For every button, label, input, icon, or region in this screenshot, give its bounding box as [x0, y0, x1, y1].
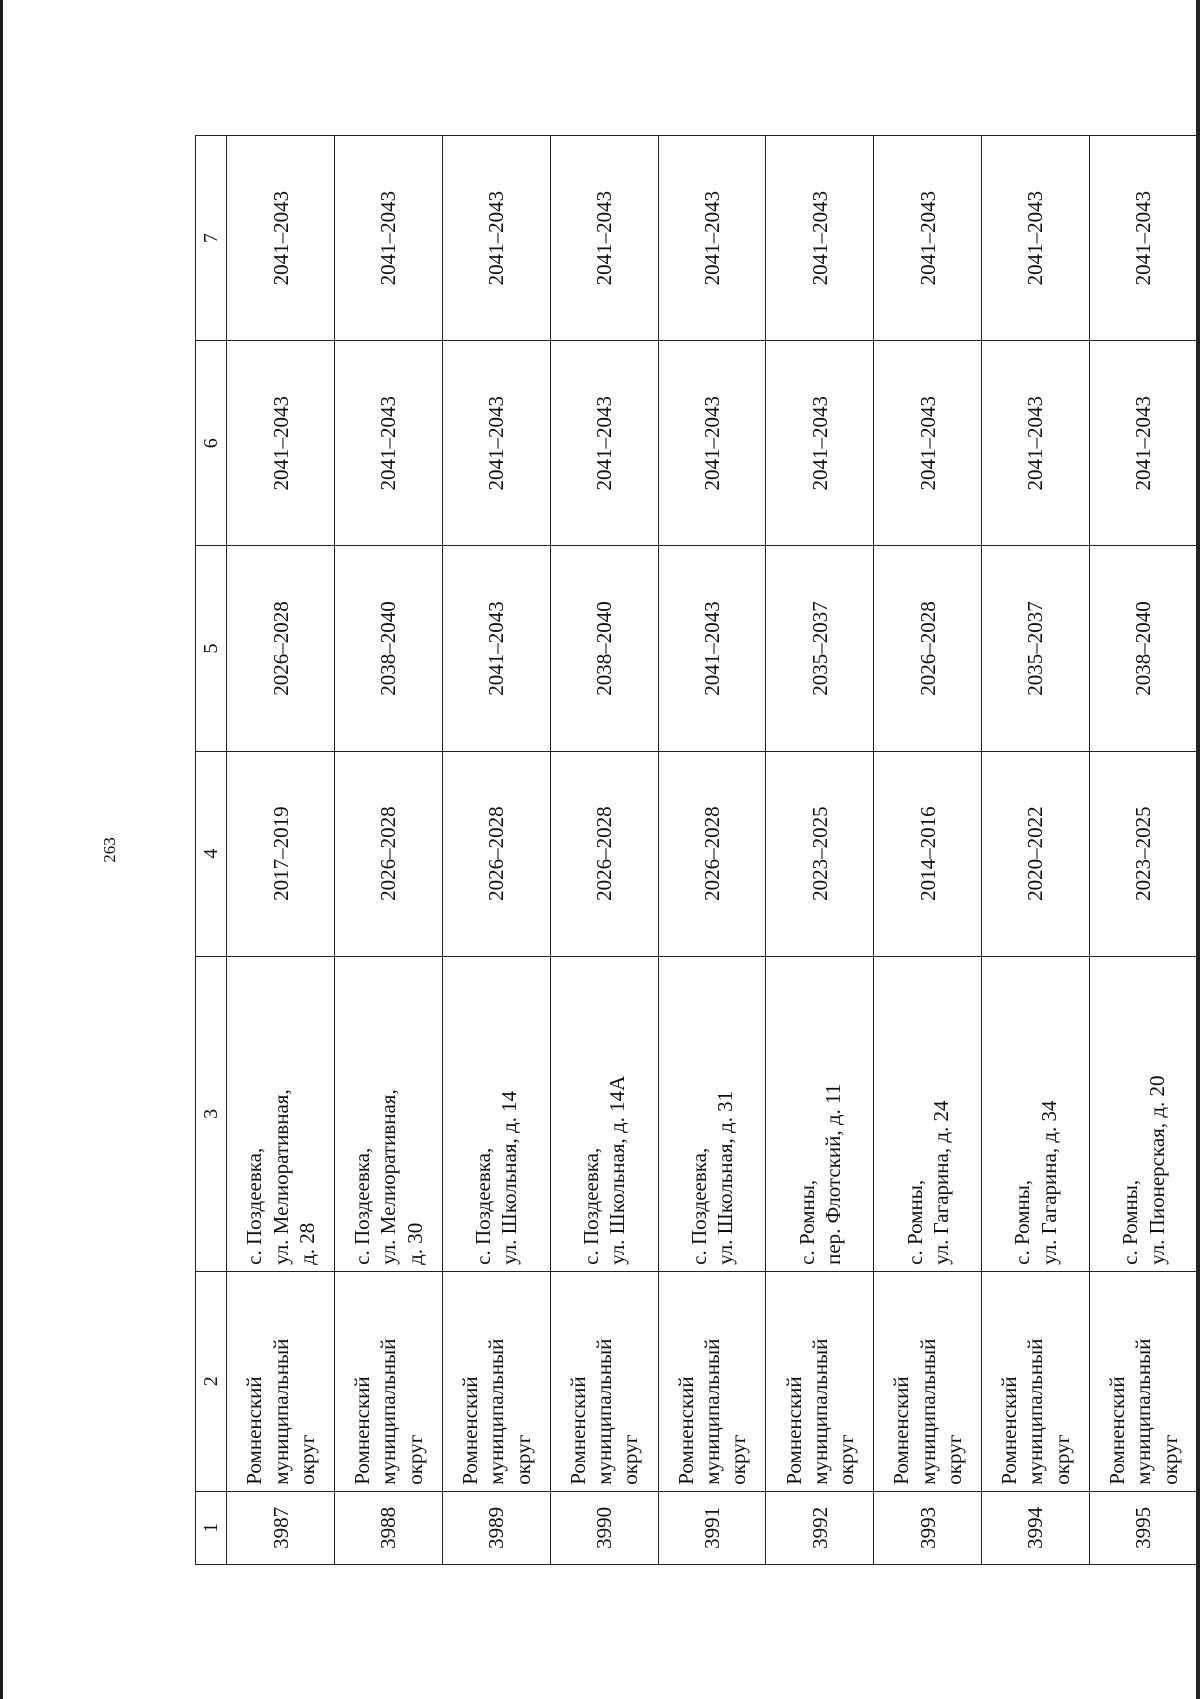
- period-cell-c4: 2023–2025: [766, 751, 874, 956]
- district-line: муниципальный: [699, 1338, 724, 1485]
- period-cell-c6: 2041–2043: [335, 341, 443, 546]
- period-cell-c5: 2041–2043: [658, 546, 766, 751]
- period-cell-c6: 2041–2043: [766, 341, 874, 546]
- period-cell-c4: 2026–2028: [442, 751, 550, 956]
- address-cell: [550, 956, 658, 1271]
- column-header: 7: [196, 136, 227, 341]
- district-line: муниципальный: [484, 1338, 509, 1485]
- scan-edge-left: [0, 0, 3, 1699]
- period-cell-c7: 2041–2043: [874, 136, 982, 341]
- period-cell-c4: 2026–2028: [335, 751, 443, 956]
- address-line: ул. Мелиоративная,: [376, 1089, 401, 1265]
- period-cell-c4: 2023–2025: [1090, 751, 1198, 956]
- data-table: [195, 135, 1198, 1565]
- column-header: 2: [196, 1271, 227, 1491]
- district-cell: [227, 1271, 335, 1491]
- period-cell-c7: 2041–2043: [442, 136, 550, 341]
- address-cell: [1090, 956, 1198, 1271]
- district-cell: [335, 1271, 443, 1491]
- period-cell-c7: 2041–2043: [1090, 136, 1198, 341]
- address-cell: [658, 956, 766, 1271]
- column-header: 5: [196, 546, 227, 751]
- address-cell: [982, 956, 1090, 1271]
- district-line: муниципальный: [807, 1338, 832, 1485]
- address-line: ул. Школьная, д. 31: [713, 1090, 738, 1265]
- period-cell-c4: 2026–2028: [658, 751, 766, 956]
- row-number-cell: 3991: [658, 1491, 766, 1564]
- district-line: округ: [834, 1434, 859, 1485]
- district-cell: [1090, 1271, 1198, 1491]
- row-number-cell: 3992: [766, 1491, 874, 1564]
- address-line: с. Поздеевка,: [471, 1147, 496, 1265]
- period-cell-c5: 2038–2040: [1090, 546, 1198, 751]
- district-line: Ромненский: [781, 1376, 806, 1485]
- table-row: [1090, 136, 1198, 1565]
- address-line: с. Ромны,: [1010, 1179, 1035, 1265]
- address-line: с. Поздеевка,: [350, 1147, 375, 1265]
- period-cell-c4: 2020–2022: [982, 751, 1090, 956]
- address-line: д. 30: [402, 1222, 427, 1265]
- row-number-cell: 3990: [550, 1491, 658, 1564]
- district-line: округ: [402, 1434, 427, 1485]
- period-cell-c5: 2026–2028: [227, 546, 335, 751]
- period-cell-c7: 2041–2043: [766, 136, 874, 341]
- period-cell-c6: 2041–2043: [1090, 341, 1198, 546]
- district-line: Ромненский: [458, 1376, 482, 1485]
- address-line: ул. Школьная, д. 14А: [605, 1075, 630, 1265]
- row-number-cell: 3989: [442, 1491, 550, 1564]
- district-line: округ: [510, 1434, 535, 1485]
- column-header: 4: [196, 751, 227, 956]
- column-header: 1: [196, 1491, 227, 1564]
- district-line: округ: [1157, 1434, 1182, 1485]
- column-header: 3: [196, 956, 227, 1271]
- table-row: [982, 136, 1090, 1565]
- district-cell: [874, 1271, 982, 1491]
- district-line: муниципальный: [376, 1338, 401, 1485]
- period-cell-c6: 2041–2043: [442, 341, 550, 546]
- address-cell: [442, 956, 550, 1271]
- table-row: [550, 136, 658, 1565]
- district-line: Ромненский: [242, 1376, 267, 1485]
- period-cell-c7: 2041–2043: [658, 136, 766, 341]
- address-line: ул. Гагарина, д. 34: [1036, 1100, 1061, 1265]
- row-number-cell: 3995: [1090, 1491, 1198, 1564]
- period-cell-c7: 2041–2043: [335, 136, 443, 341]
- district-cell: [982, 1271, 1090, 1491]
- period-cell-c4: 2017–2019: [227, 751, 335, 956]
- period-cell-c4: 2026–2028: [550, 751, 658, 956]
- district-line: муниципальный: [268, 1338, 293, 1485]
- address-line: ул. Гагарина, д. 24: [928, 1100, 953, 1265]
- district-line: округ: [618, 1434, 643, 1485]
- table-row: [442, 136, 550, 1565]
- table-row: [658, 136, 766, 1565]
- row-number-cell: 3994: [982, 1491, 1090, 1564]
- district-line: Ромненский: [889, 1376, 914, 1485]
- address-line: ул. Школьная, д. 14: [497, 1090, 522, 1265]
- district-line: Ромненский: [997, 1376, 1022, 1485]
- address-line: ул. Пионерская, д. 20: [1144, 1075, 1169, 1265]
- address-cell: [335, 956, 443, 1271]
- district-line: муниципальный: [915, 1338, 940, 1485]
- district-cell: [658, 1271, 766, 1491]
- address-line: с. Ромны,: [1118, 1179, 1143, 1265]
- period-cell-c5: 2035–2037: [766, 546, 874, 751]
- district-line: муниципальный: [592, 1338, 617, 1485]
- period-cell-c5: 2041–2043: [442, 546, 550, 751]
- address-line: с. Поздеевка,: [686, 1147, 711, 1265]
- period-cell-c4: 2014–2016: [874, 751, 982, 956]
- header-row: [196, 136, 227, 1565]
- address-line: пер. Флотский, д. 11: [820, 1083, 845, 1265]
- address-line: д. 28: [294, 1222, 319, 1265]
- district-line: Ромненский: [673, 1376, 698, 1485]
- district-line: округ: [1049, 1434, 1074, 1485]
- period-cell-c5: 2035–2037: [982, 546, 1090, 751]
- period-cell-c7: 2041–2043: [227, 136, 335, 341]
- district-line: Ромненский: [1105, 1376, 1130, 1485]
- table-row: [227, 136, 335, 1565]
- district-line: Ромненский: [565, 1376, 590, 1485]
- district-cell: [766, 1271, 874, 1491]
- period-cell-c6: 2041–2043: [550, 341, 658, 546]
- column-header: 6: [196, 341, 227, 546]
- address-cell: [874, 956, 982, 1271]
- row-number-cell: 3987: [227, 1491, 335, 1564]
- address-line: с. Ромны,: [794, 1179, 819, 1265]
- district-line: Ромненский: [350, 1376, 375, 1485]
- period-cell-c6: 2041–2043: [658, 341, 766, 546]
- district-line: муниципальный: [1023, 1338, 1048, 1485]
- address-line: с. Поздеевка,: [242, 1147, 267, 1265]
- district-line: округ: [294, 1434, 319, 1485]
- address-line: с. Поздеевка,: [578, 1147, 603, 1265]
- period-cell-c5: 2038–2040: [550, 546, 658, 751]
- period-cell-c7: 2041–2043: [550, 136, 658, 341]
- period-cell-c5: 2026–2028: [874, 546, 982, 751]
- table-container: [195, 135, 1198, 1565]
- district-line: округ: [726, 1434, 751, 1485]
- table-body: [196, 136, 1198, 1565]
- period-cell-c6: 2041–2043: [982, 341, 1090, 546]
- period-cell-c5: 2038–2040: [335, 546, 443, 751]
- row-number-cell: 3993: [874, 1491, 982, 1564]
- address-line: ул. Мелиоративная,: [268, 1089, 293, 1265]
- table-row: [874, 136, 982, 1565]
- district-cell: [442, 1271, 550, 1491]
- address-cell: [227, 956, 335, 1271]
- period-cell-c7: 2041–2043: [982, 136, 1090, 341]
- district-line: муниципальный: [1131, 1338, 1156, 1485]
- district-line: округ: [941, 1434, 966, 1485]
- row-number-cell: 3988: [335, 1491, 443, 1564]
- period-cell-c6: 2041–2043: [874, 341, 982, 546]
- table-row: [766, 136, 874, 1565]
- period-cell-c6: 2041–2043: [227, 341, 335, 546]
- address-cell: [766, 956, 874, 1271]
- address-line: с. Ромны,: [902, 1179, 927, 1265]
- table-row: [335, 136, 443, 1565]
- district-cell: [550, 1271, 658, 1491]
- page-number-text: 263: [100, 837, 119, 863]
